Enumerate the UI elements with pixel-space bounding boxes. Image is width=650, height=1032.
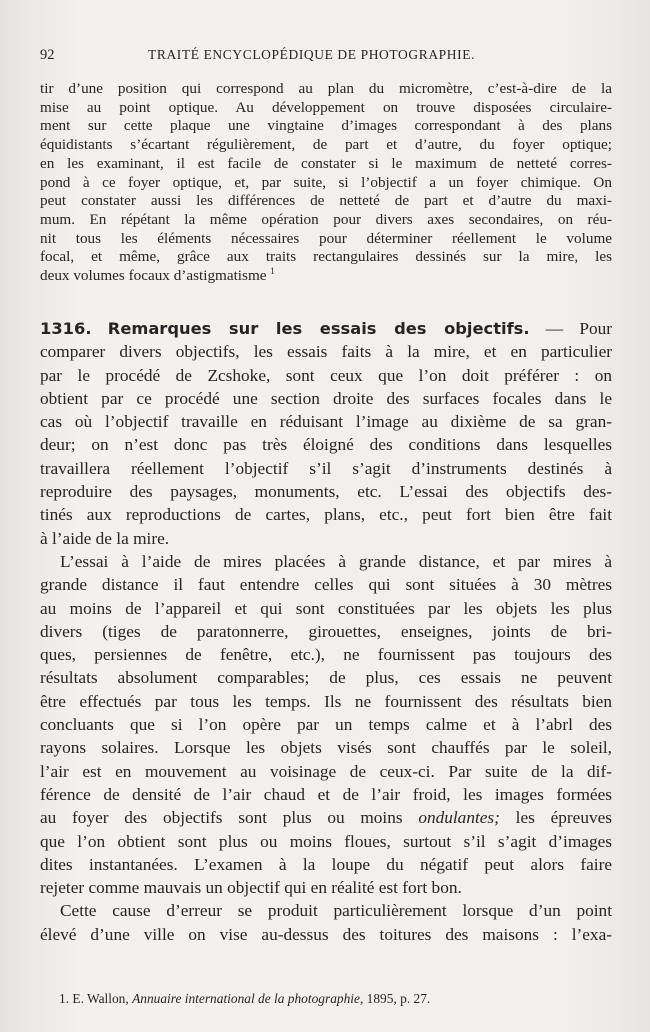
text-span: Cette cause d’erreur se produit particulièrement lorsque d’un point (60, 901, 612, 921)
intro-paragraph (40, 80, 612, 286)
text-line: concluants que si l’on opère par un temps calme et à l’abrl des (40, 715, 612, 735)
text-line: tir d’une position qui correspond au plan du micromètre, c’est-à-dire de la (40, 80, 612, 97)
text-line: grande distance il faut entendre celles qui sont situées à 30 mètres (40, 575, 612, 595)
text-span: au foyer des objectifs sont plus ou moins (40, 808, 419, 828)
text-line: élevé d’une ville on vise au-dessus des toitures des maisons : l’exa- (40, 924, 612, 944)
text-line: au moins de l’appareil et qui sont constituées par les objets les plus (40, 598, 612, 618)
page-number: 92 (40, 47, 55, 63)
text-line (40, 267, 612, 286)
footnote (59, 991, 430, 1007)
text-line: ment sur cette plaque une vingtaine d’images correspondant à des plans (40, 117, 612, 135)
section-number: 1316. (40, 319, 92, 338)
text-line: reproduire des paysages, monuments, etc. L’essai des objectifs des- (40, 482, 612, 502)
text-line: que l’on obtient sont plus ou moins floues, surtout s’il s’agit d’images (40, 831, 612, 851)
text-line: tinés aux reproductions de cartes, plans, etc., peut fort bien être fait (40, 505, 612, 525)
running-title: TRAITÉ ENCYCLOPÉDIQUE DE PHOTOGRAPHIE. (148, 47, 476, 62)
text-line: peut constater aussi les différences de netteté de part et d’autre du maxi- (40, 192, 612, 210)
footnote-title: Annuaire international de la photographie, (132, 991, 364, 1006)
footnote-author: 1. E. Wallon, (59, 991, 129, 1006)
page-header (40, 47, 612, 67)
text-line: dites instantanées. L’examen à la loupe du négatif peut alors faire (40, 854, 612, 874)
text-line: mum. En répétant la même opération pour divers axes secondaires, on réu- (40, 210, 612, 228)
text-span: les épreuves (499, 808, 612, 828)
section-heading-continuation: — Pour (529, 319, 612, 338)
text-line: l’air est en mouvement au voisinage de ceux-ci. Par suite de la dif- (40, 761, 612, 781)
text-line: par le procédé de Zcshoke, sont ceux que l’on doit préférer : on (40, 365, 612, 385)
text-line: mise au point optique. Au développement on trouve disposées circulaire- (40, 98, 612, 116)
text-line: nit tous les éléments nécessaires pour déterminer réellement le volume (40, 229, 612, 247)
text-line: férence de densité de l’air chaud et de l’air froid, les images formées (40, 784, 612, 804)
text-line: focal, et même, grâce aux traits rectangulaires dessinés sur la mire, les (40, 248, 612, 266)
text-line: à l’aide de la mire. (40, 528, 170, 548)
text-line: rayons solaires. Lorsque les objets visés sont chauffés par le soleil, (40, 738, 612, 758)
text-line: en les examinant, il est facile de constater si le maximum de netteté corres- (40, 154, 612, 172)
text-line: ques, persiennes de fenêtre, etc.), ne fournissent pas toujours des (40, 645, 612, 665)
footnote-reference: 1 (270, 265, 275, 276)
text-line: comparer divers objectifs, les essais faits à la mire, et en particulier (40, 342, 612, 362)
text-line: résultats absolument comparables; de plus, ces essais ne peuvent (40, 668, 612, 688)
footnote-details: 1895, p. 27. (366, 991, 431, 1006)
text-line: rejeter comme mauvais un objectif qui en réalité est fort bon. (40, 878, 462, 898)
section-heading-line (40, 317, 612, 340)
text-line: être effectués par tous les temps. Ils ne fournissent des résultats bien (40, 691, 612, 711)
text-line: divers (tiges de paratonnerre, girouettes, enseignes, joints de bri- (40, 621, 612, 641)
text-line: deur; on n’est donc pas très éloigné des conditions dans lesquelles (40, 435, 612, 455)
text-span: deux volumes focaux d’astigmatisme (40, 267, 267, 285)
text-line (40, 550, 612, 573)
section-title: Remarques sur les essais des objectifs. (107, 319, 530, 338)
text-line: cas où l’objectif travaille en réduisant l’image au dixième de sa gran- (40, 412, 612, 432)
text-line: équidistants s’écartant régulièrement, de part et d’autre, du foyer optique; (40, 136, 612, 154)
text-line: travaillera réellement l’objectif s’il s’agit d’instruments destinés à (40, 458, 612, 478)
text-line: pond à ce foyer optique, et, par suite, si l’objectif a un foyer chimique. On (40, 173, 612, 191)
text-line: obtient par ce procédé une section droite des surfaces focales dans le (40, 388, 612, 408)
section-1316 (40, 317, 612, 946)
text-line (40, 806, 612, 829)
text-span: L’essai à l’aide de mires placées à grande distance, et par mires à (60, 551, 612, 571)
text-line (40, 899, 612, 922)
italic-term: ondulantes; (418, 808, 500, 828)
